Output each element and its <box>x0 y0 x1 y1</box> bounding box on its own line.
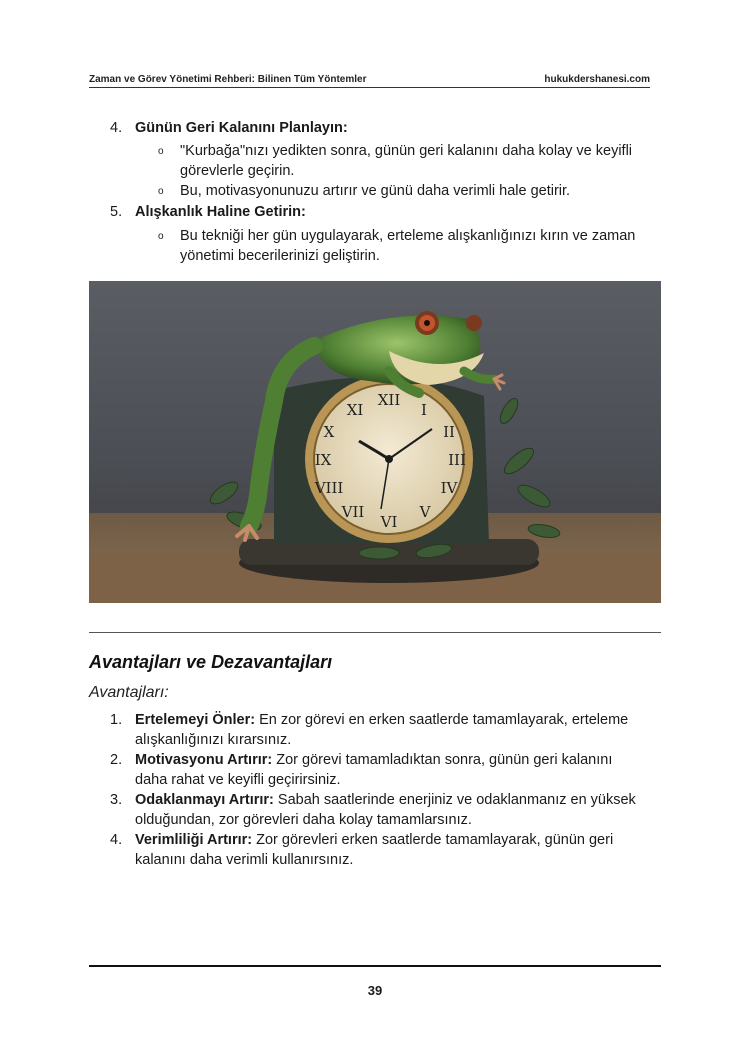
page-number: 39 <box>367 983 383 998</box>
document-title: Zaman ve Görev Yönetimi Rehberi: Bilinen Tüm Yöntemler <box>89 74 367 85</box>
frog-clock-illustration <box>89 281 661 603</box>
advantage-label: Odaklanmayı Artırır: <box>135 792 274 808</box>
advantage-desc-line1: Zor görevleri erken saatlerde tamamlayarak, günün geri <box>252 832 614 848</box>
svg-text:I: I <box>421 401 427 419</box>
svg-text:III: III <box>448 451 466 469</box>
list-number: 1. <box>110 712 123 728</box>
step-title <box>135 118 655 138</box>
svg-text:XI: XI <box>346 401 364 419</box>
bullet-mark: o <box>158 186 164 197</box>
advantage-text <box>135 790 655 830</box>
svg-text:VII: VII <box>341 503 365 521</box>
page-header <box>89 74 650 88</box>
list-number: 3. <box>110 792 123 808</box>
bullet-text: Bu tekniği her gün uygulayarak, erteleme alışkanlığınızı kırın ve zaman yönetimi becerilerinizi geliştirin. <box>180 228 636 264</box>
svg-text:IX: IX <box>314 451 332 469</box>
advantage-text <box>135 750 655 790</box>
frog-clock-image <box>89 281 661 603</box>
list-number: 4. <box>110 120 123 136</box>
advantage-label: Motivasyonu Artırır: <box>135 752 273 768</box>
advantage-desc-line2: daha rahat ve keyifli geçirirsiniz. <box>135 772 341 788</box>
advantage-desc-line2: alışkanlığınızı kırarsınız. <box>135 732 292 748</box>
list-number: 2. <box>110 752 123 768</box>
section-heading: Avantajları ve Dezavantajları <box>89 652 333 672</box>
bullet-mark: o <box>158 231 164 242</box>
step-title-text: Günün Geri Kalanını Planlayın: <box>135 120 348 136</box>
subsection-heading: Avantajları: <box>89 684 169 701</box>
advantage-text <box>135 710 655 750</box>
list-number: 4. <box>110 832 123 848</box>
step-title-text: Alışkanlık Haline Getirin: <box>135 204 306 220</box>
advantage-text <box>135 830 655 870</box>
svg-text:IV: IV <box>440 479 458 497</box>
svg-text:V: V <box>419 503 431 521</box>
bullet-text: "Kurbağa"nızı yedikten sonra, günün geri kalanını daha kolay ve keyifli görevlerle geçirin. <box>180 143 633 179</box>
advantage-desc-line1: Zor görevi tamamladıktan sonra, günün geri kalanını <box>272 752 613 768</box>
svg-text:VI: VI <box>380 513 398 531</box>
section-divider <box>89 632 661 633</box>
bullet-text: Bu, motivasyonunuzu artırır ve günü daha verimli hale getirir. <box>180 183 571 199</box>
advantage-desc-line2: kalanını daha verimli kullanırsınız. <box>135 852 354 868</box>
advantage-label: Verimliliği Artırır: <box>135 832 253 848</box>
footer-divider <box>89 965 661 967</box>
step-title <box>135 202 655 222</box>
advantage-desc-line2: olduğundan, zor görevleri daha kolay tamamlarsınız. <box>135 812 472 828</box>
advantage-label: Ertelemeyi Önler: <box>135 712 256 728</box>
svg-text:XII: XII <box>377 391 401 409</box>
svg-text:X: X <box>323 423 335 441</box>
svg-text:VIII: VIII <box>314 479 344 497</box>
svg-text:II: II <box>443 423 455 441</box>
list-number: 5. <box>110 204 123 220</box>
bullet-mark: o <box>158 146 164 157</box>
advantage-desc-line1: En zor görevi en erken saatlerde tamamlayarak, erteleme <box>255 712 629 728</box>
advantage-desc-line1: Sabah saatlerinde enerjiniz ve odaklanmanız en yüksek <box>273 792 636 808</box>
site-name: hukukdershanesi.com <box>544 74 650 85</box>
